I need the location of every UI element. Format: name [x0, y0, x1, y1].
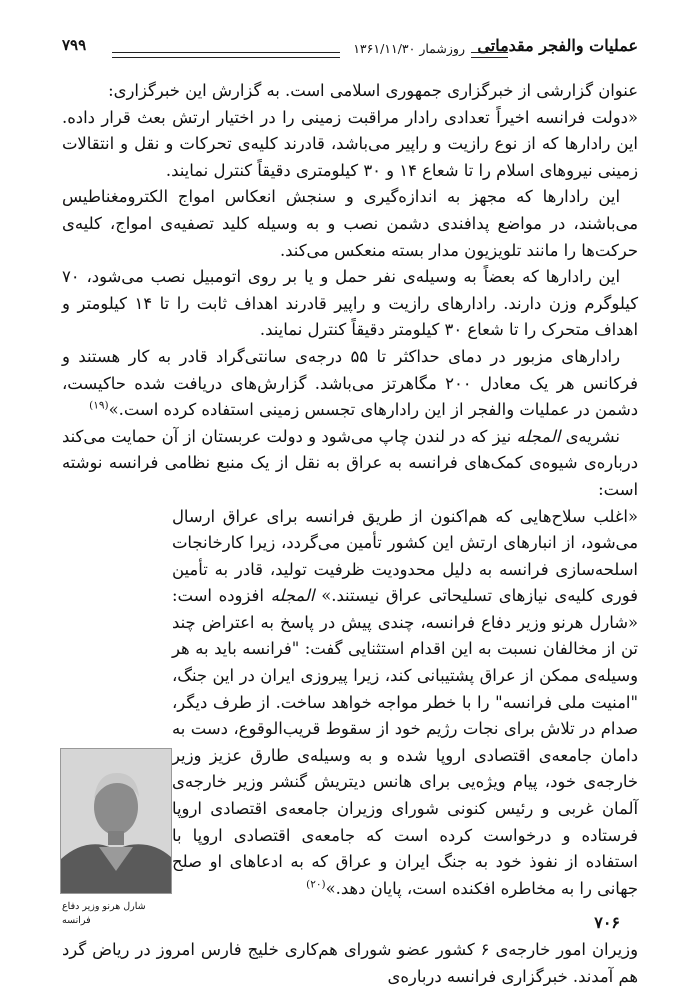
- portrait-figure: [62, 740, 172, 928]
- portrait-image-icon: [61, 749, 171, 893]
- header-rule-short: [471, 52, 508, 58]
- body-text: [62, 78, 638, 990]
- footnote-ref: (۲۰): [306, 878, 326, 891]
- paragraph: عنوان گزارشی از خبرگزاری جمهوری اسلامی است. به گزارش این خبرگزاری:: [108, 81, 638, 100]
- running-header: [62, 22, 638, 60]
- paragraph: [62, 424, 638, 504]
- publication-name: المجله: [270, 586, 315, 606]
- text-with-photo: [62, 504, 638, 991]
- paragraph-text: «اغلب سلاح‌هایی که هم‌اکنون از طریق فرانسه برای عراق ارسال می‌شود، از انبارهای ارتش این کشور تأمین می‌گردد، زیرا کارخانجات اسلحه‌سازی فرانسه به دلیل محدودیت ظرفیت تولید، قادر به تأمین فوری کلیه‌ی نیازهای تسلیحاتی عراق نیستند.»: [172, 506, 638, 606]
- paragraph-text: نیز که در لندن چاپ می‌شود و دولت عربستان از آن حمایت می‌کند درباره‌ی شیوه‌ی کمک‌های فرانسه به عراق به نقل از یک منبع نظامی فرانسه نوشته است:: [62, 426, 638, 499]
- paragraph-text: افزوده است: «شارل هرنو وزیر دفاع فرانسه، چندی پیش در پاسخ به اعتراض چند تن از مخالفان نسبت به این اقدام استثنایی گفت: "فرانسه باید به هر وسیله‌ی ممکن از عراق پشتیبانی کند، زیرا پیروزی ایران در این جنگ، "امنیت ملی فرانسه" را با خطر مواجه خواهد ساخت. از طرف دیگر، صدام در تلاش برای نجات رژیم خود از سقوط قریب‌الوقوع، دست به دامان جامعه‌ی اقتصادی اروپا شده و به وسیله‌ی طارق عزیز وزیر خارجه‌ی خود، پیام ویژه‌یی برای هانس دیتریش گنشر وزیر خارجه‌ی آلمان غربی و رئیس کنونی شورای وزیران جامعه‌ی اقتصادی اروپا فرستاده و درخواست کرده است که جامعه‌ی اقتصادی اروپا با استفاده از نفوذ خود به جنگ ایران و عراق که به ادعاهای او صلح جهانی را به مخاطره افکنده است، پایان دهد.»: [172, 586, 638, 898]
- paragraph-text: نشریه‌ی: [560, 426, 620, 446]
- issue-date: روزشمار ۱۳۶۱/۱۱/۳۰: [353, 41, 465, 56]
- page-number: ۷۹۹: [62, 36, 87, 54]
- section-number: ۷۰۶: [594, 913, 620, 933]
- chapter-title: عملیات والفجر مقدماتی: [477, 36, 638, 55]
- paragraph-text: رادارهای مزبور در دمای حداکثر تا ۵۵ درجه‌ی سانتی‌گراد قادر به کار هستند و فرکانس هر یک معادل ۲۰۰ مگاهرتز می‌باشد. گزارش‌های دریافت شده حاکیست، دشمن در عملیات والفجر از این رادارهای تجسس زمینی استفاده کرده است.»: [62, 346, 638, 420]
- paragraph: وزیران امور خارجه‌ی ۶ کشور عضو شورای هم‌کاری خلیج فارس امروز در ریاض گرد هم آمدند. خبرگزاری فرانسه درباره‌ی: [62, 940, 638, 986]
- portrait-photo: [60, 748, 172, 894]
- header-rule-long: [112, 52, 340, 58]
- paragraph: این رادارها که مجهز به اندازه‌گیری و سنجش انعکاس امواج الکترومغناطیس می‌باشند، در مواضع پدافندی دشمن نصب و به وسیله کلید تصفیه‌ی امواج، کلیه‌ی حرکت‌ها را مانند تلویزیون مدار بسته منعکس می‌کند.: [62, 187, 638, 260]
- footnote-ref: (۱۹): [89, 399, 109, 412]
- publication-name: المجله: [516, 426, 561, 446]
- paragraph: «دولت فرانسه اخیراً تعدادی رادار مراقبت زمینی را در اختیار ارتش بعث قرار داده. این رادارها که از نوع رازیت و راپیر می‌باشد، قادرند کلیه‌ی تحرکات و نقل و انتقالات زمینی نیروهای اسلام را تا شعاع ۱۴ و ۳۰ کیلومتری دقیقاً کنترل نمایند.: [62, 107, 638, 180]
- paragraph: [62, 344, 638, 424]
- paragraph: این رادارها که بعضاً به وسیله‌ی نفر حمل و یا بر روی اتومبیل نصب می‌شود، ۷۰ کیلوگرم وزن دارند. رادارهای رازیت و راپیر قادرند اهداف ثابت را تا ۱۴ کیلومتر و اهداف متحرک را تا شعاع ۳۰ کیلومتر دقیقاً کنترل نمایند.: [62, 267, 638, 340]
- photo-caption: شارل هرنو وزیر دفاع فرانسه: [62, 900, 146, 926]
